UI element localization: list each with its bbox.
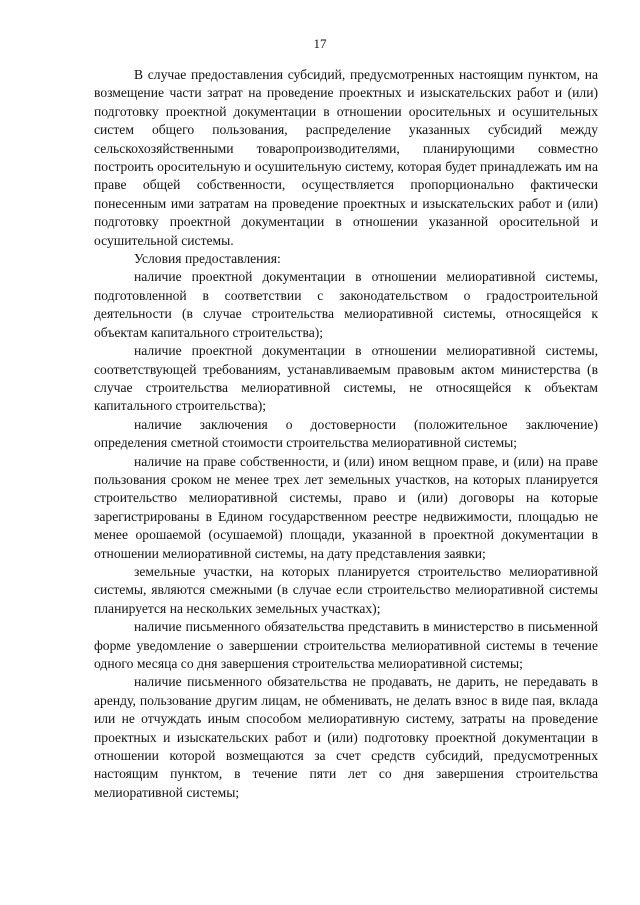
page-number: 17 <box>313 36 327 51</box>
paragraph-condition-project-docs-capital: наличие проектной документации в отношении мелиоративной системы, подготовленной в соответствии с законодательством о градостроительной деятельности (в случае строительства мелиоративной системы, относящейся к объектам капитального строительства); <box>94 269 598 340</box>
document-body <box>94 66 598 802</box>
paragraph-subsidy-distribution: В случае предоставления субсидий, предусмотренных настоящим пунктом, на возмещение части затрат на проведение проектных и изыскательских работ и (или) подготовку проектной документации в отношении оросительных и осушительных систем общего пользования, распределение указанных субсидий между сельскохозяйственными товаропроизводителями, планирующими совместно построить оросительную и осушительную систему, которая будет принадлежать им на праве общей собственности, осуществляется пропорционально фактически понесенным ими затратам на проведение проектных и изыскательских работ и (или) подготовку проектной документации в отношении указанной оросительной и осушительной системы. <box>94 67 598 248</box>
paragraph-condition-no-alienation: наличие письменного обязательства не продавать, не дарить, не передавать в аренду, пользование другим лицам, не обменивать, не делать взнос в виде пая, вклада или не отчуждать иным способом мелиоративную систему, затраты на проведение проектных и изыскательских работ и (или) подготовку проектной документации в отношении которой возмещаются за счет средств субсидий, предусмотренных настоящим пунктом, в течение пяти лет со дня завершения строительства мелиоративной системы; <box>94 674 598 800</box>
paragraph-condition-land-rights: наличие на праве собственности, и (или) ином вещном праве, и (или) на праве пользования сроком не менее трех лет земельных участков, на которых планируется строительство мелиоративной системы, право и (или) договоры на которые зарегистрированы в Едином государственном реестре недвижимости, площадью не менее орошаемой (осушаемой) площади, указанной в проектной документации в отношении мелиоративной системы, на дату представления заявки; <box>94 453 598 561</box>
paragraph-condition-project-docs-noncapital: наличие проектной документации в отношении мелиоративной системы, соответствующей требованиям, устанавливаемым правовым актом министерства (в случае строительства мелиоративной системы, не относящейся к объектам капитального строительства); <box>94 343 598 414</box>
paragraph-conditions-heading: Условия предоставления: <box>134 251 281 267</box>
paragraph-condition-completion-notice: наличие письменного обязательства представить в министерство в письменной форме уведомление о завершении строительства мелиоративной системы в течение одного месяца со дня завершения строительства мелиоративной системы; <box>94 619 598 671</box>
paragraph-condition-cost-conclusion: наличие заключения о достоверности (положительное заключение) определения сметной стоимости строительства мелиоративной системы; <box>94 416 598 451</box>
paragraph-condition-adjacent-plots: земельные участки, на которых планируется строительство мелиоративной системы, являются смежными (в случае если строительство мелиоративной системы планируется на нескольких земельных участках); <box>94 563 598 616</box>
